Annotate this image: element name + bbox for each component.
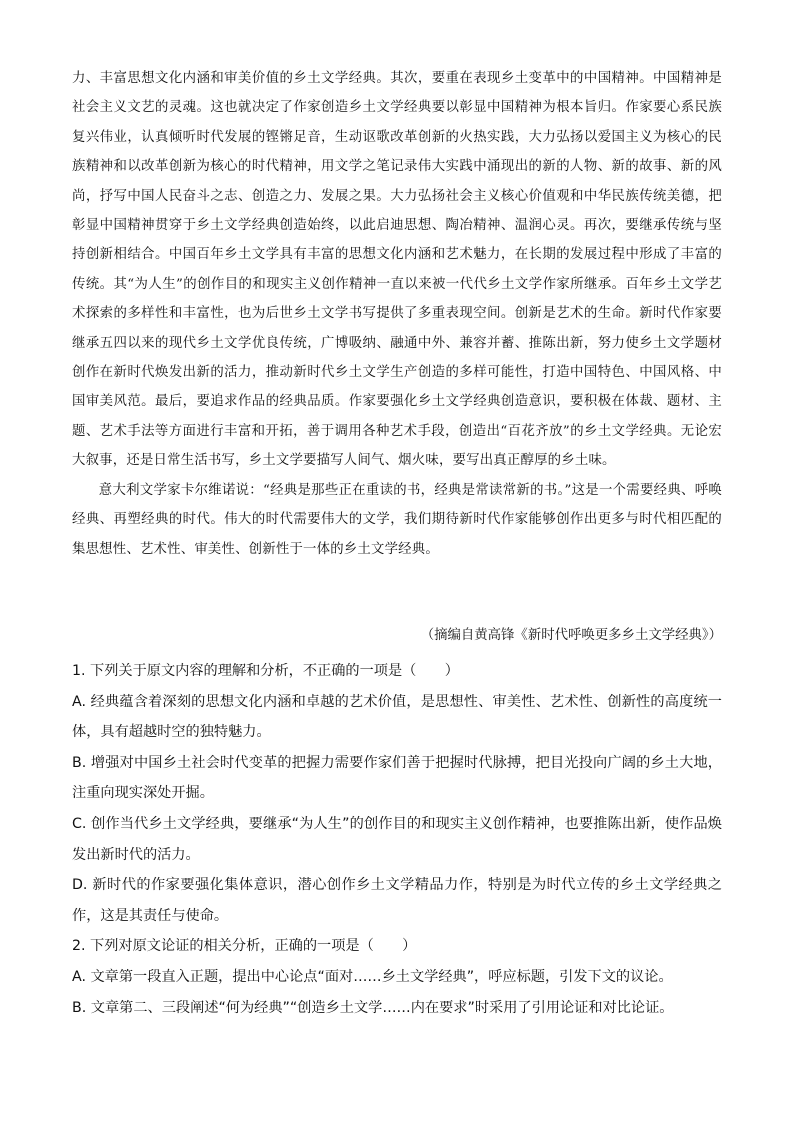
passage-paragraph: 意大利文学家卡尔维诺说：“经典是那些正在重读的书，经典是常读常新的书。”这是一个需要经典、呼唤经典、再塑经典的时代。伟大的时代需要伟大的文学，我们期待新时代作家能够创作出更多与时代相匹配的集思想性、艺术性、审美性、创新性于一体的乡土文学经典。 <box>72 482 722 557</box>
question-1-option-a: A. 经典蕴含着深刻的思想文化内涵和卓越的艺术价值，是思想性、审美性、艺术性、创新性的高度统一体，具有超越时空的独特魅力。 <box>72 693 722 741</box>
reading-passage <box>72 64 722 564</box>
question-2-stem: 2. 下列对原文论证的相关分析，正确的一项是（ ） <box>72 938 417 955</box>
question-1-option-d: D. 新时代的作家要强化集体意识，潜心创作乡土文学精品力作，特别是为时代立传的乡土文学经典之作，这是其责任与使命。 <box>72 877 722 924</box>
question-2-option-a: A. 文章第一段直入正题，提出中心论点“面对……乡土文学经典”，呼应标题，引发下文的议论。 <box>72 968 673 985</box>
question-1-option-b: B. 增强对中国乡土社会时代变革的把握力需要作家们善于把握时代脉搏，把目光投向广阔的乡土大地，注重向现实深处开掘。 <box>72 754 722 802</box>
question-1-stem: 1. 下列关于原文内容的理解和分析，不正确的一项是（ ） <box>72 663 459 679</box>
source-citation: （摘编自黄高锋《新时代呼唤更多乡土文学经典》） <box>420 628 722 643</box>
question-1-option-c: C. 创作当代乡土文学经典，要继承“为人生”的创作目的和现实主义创作精神，也要推陈出新，使作品焕发出新时代的活力。 <box>72 815 722 863</box>
question-section <box>72 656 722 1023</box>
question-2-option-b: B. 文章第二、三段阐述“何为经典”“创造乡土文学……内在要求”时采用了引用论证和对比论证。 <box>72 999 674 1016</box>
passage-paragraph: 力、丰富思想文化内涵和审美价值的乡土文学经典。其次，要重在表现乡土变革中的中国精神。中国精神是社会主义文艺的灵魂。这也就决定了作家创造乡土文学经典要以彰显中国精神为根本旨归。作家要心系民族复兴伟业，认真倾听时代发展的铿锵足音，生动讴歌改革创新的火热实践，大力弘扬以爱国主义为核心的民族精神和以改革创新为核心的时代精神，用文学之笔记录伟大实践中涌现出的新的人物、新的故事、新的风尚，抒写中国人民奋斗之志、创造之力、发展之果。大力弘扬社会主义核心价值观和中华民族传统美德，把彰显中国精神贯穿于乡土文学经典创造始终，以此启迪思想、陶冶精神、温润心灵。再次，要继承传统与坚持创新相结合。中国百年乡土文学具有丰富的思想文化内涵和艺术魅力，在长期的发展过程中形成了丰富的传统。其“为人生”的创作目的和现实主义创作精神一直以来被一代代乡土文学作家所继承。百年乡土文学艺术探索的多样性和丰富性，也为后世乡土文学书写提供了多重表现空间。创新是艺术的生命。新时代作家要继承五四以来的现代乡土文学优良传统，广博吸纳、融通中外、兼容并蓄、推陈出新，努力使乡土文学题材创作在新时代焕发出新的活力，推动新时代乡土文学生产创造的多样可能性，打造中国特色、中国风格、中国审美风范。最后，要追求作品的经典品质。作家要强化乡土文学经典创造意识，要积极在体裁、题材、主题、艺术手法等方面进行丰富和开拓，善于调用各种艺术手段，创造出“百花齐放”的乡土文学经典。无论宏大叙事，还是日常生活书写，乡土文学要描写人间气、烟火味，要写出真正醇厚的乡土味。 <box>72 71 722 469</box>
